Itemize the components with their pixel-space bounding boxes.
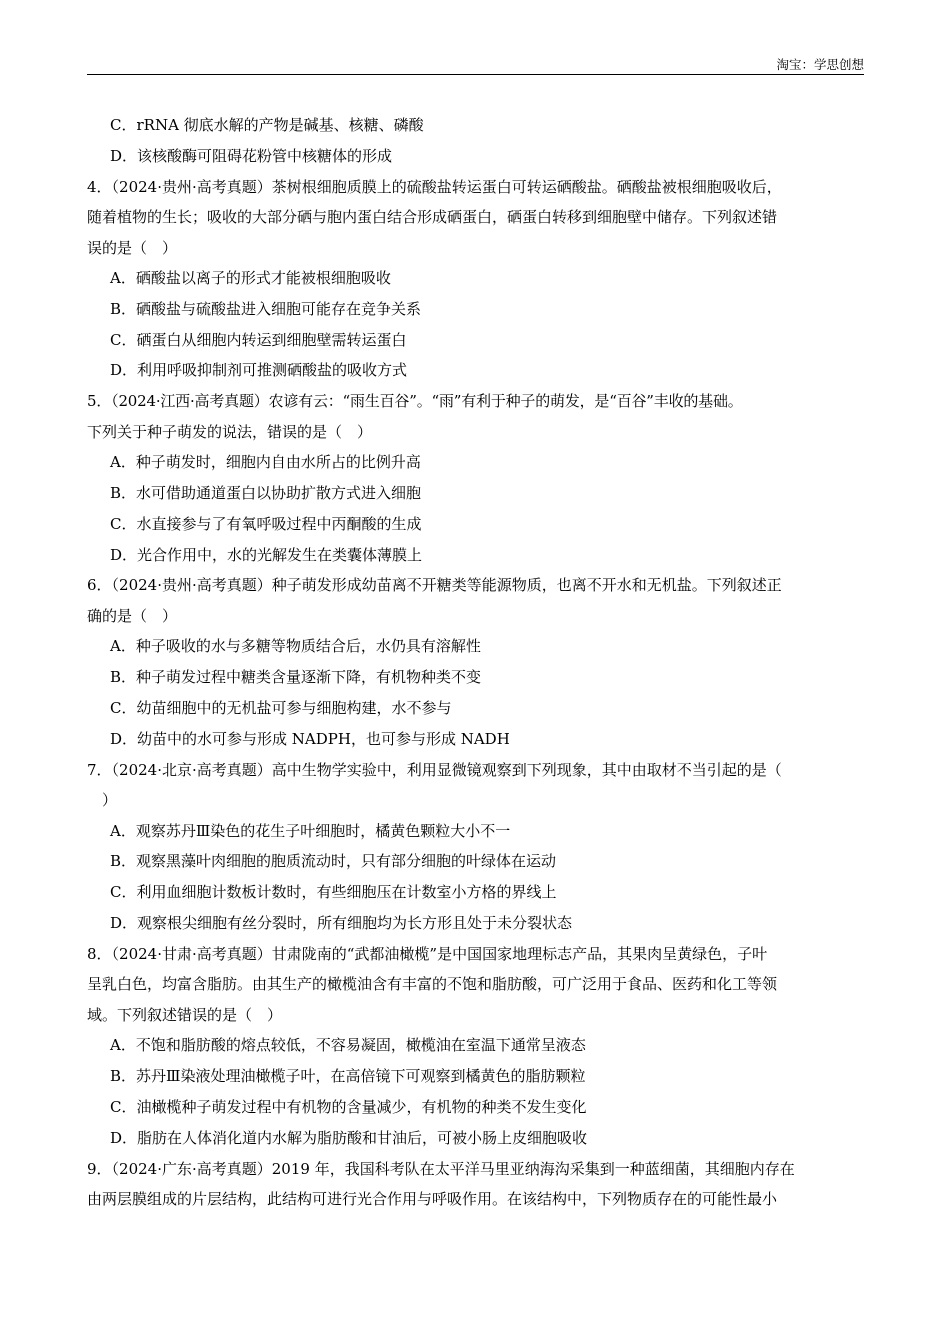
- question-5-line: 5．（2024·江西·高考真题）农谚有云：“雨生百谷”。“雨”有利于种子的萌发，是“百谷”丰收的基础。: [87, 392, 743, 411]
- option-7c: C．利用血细胞计数板计数时，有些细胞压在计数室小方格的界线上: [110, 883, 557, 902]
- option-6a: A．种子吸收的水与多糖等物质结合后，水仍具有溶解性: [110, 637, 481, 656]
- question-8-line: 呈乳白色，均富含脂肪。由其生产的橄榄油含有丰富的不饱和脂肪酸，可广泛用于食品、医药和化工等领: [87, 975, 778, 994]
- question-4-line: 误的是（ ）: [87, 238, 178, 257]
- option-4a: A．硒酸盐以离子的形式才能被根细胞吸收: [110, 269, 391, 288]
- option-4d: D．利用呼吸抑制剂可推测硒酸盐的吸收方式: [110, 361, 408, 380]
- q5-stem-post: 的是（ ）: [297, 422, 373, 441]
- question-8-line: 8．（2024·甘肃·高考真题）甘肃陇南的“武都油橄榄”是中国国家地理标志产品，其果肉呈黄绿色，子叶: [87, 944, 768, 963]
- emphasis-char: 错: [267, 422, 283, 441]
- option-7a: A．观察苏丹Ⅲ染色的花生子叶细胞时，橘黄色颗粒大小不一: [110, 821, 511, 840]
- option-3c: C．rRNA 彻底水解的产物是碱基、核糖、磷酸: [110, 116, 424, 134]
- document-body: [87, 110, 865, 1215]
- option-5a: A．种子萌发时，细胞内自由水所占的比例升高: [110, 453, 421, 472]
- option-8d: D．脂肪在人体消化道内水解为脂肪酸和甘油后，可被小肠上皮细胞吸收: [110, 1128, 588, 1147]
- option-6b: B．种子萌发过程中糖类含量逐渐下降，有机物种类不变: [110, 668, 482, 687]
- question-8-line: 域。下列叙述错误的是（ ）: [87, 1005, 283, 1024]
- option-3d: D．该核酸酶可阻碍花粉管中核糖体的形成: [110, 146, 393, 165]
- question-7-line: 7．（2024·北京·高考真题）高中生物学实验中，利用显微镜观察到下列现象，其中由取材不当引起的是（: [87, 760, 782, 779]
- question-9-line: 9．（2024·广东·高考真题）2019 年，我国科考队在太平洋马里亚纳海沟采集到一种蓝细菌，其细胞内存在: [87, 1159, 795, 1178]
- question-9-line: 由两层膜组成的片层结构，此结构可进行光合作用与呼吸作用。在该结构中，下列物质存在的可能性最小: [87, 1190, 778, 1209]
- option-6d: D．幼苗中的水可参与形成 NADPH，也可参与形成 NADH: [110, 729, 510, 748]
- question-4-line: 4．（2024·贵州·高考真题）茶树根细胞质膜上的硫酸盐转运蛋白可转运硒酸盐。硒酸盐被根细胞吸收后，: [87, 177, 782, 196]
- option-5b: B．水可借助通道蛋白以协助扩散方式进入细胞: [110, 484, 422, 503]
- question-4-line: 随着植物的生长；吸收的大部分硒与胞内蛋白结合形成硒蛋白，硒蛋白转移到细胞壁中储存。下列叙述错: [87, 208, 778, 227]
- option-8c: C．油橄榄种子萌发过程中有机物的含量减少，有机物的种类不发生变化: [110, 1097, 587, 1116]
- option-4b: B．硒酸盐与硫酸盐进入细胞可能存在竞争关系: [110, 299, 422, 318]
- option-7b: B．观察黑藻叶肉细胞的胞质流动时，只有部分细胞的叶绿体在运动: [110, 852, 557, 871]
- page-header: [87, 58, 864, 75]
- option-8b: B．苏丹Ⅲ染液处理油橄榄子叶，在高倍镜下可观察到橘黄色的脂肪颗粒: [110, 1067, 586, 1086]
- question-5-line: [87, 417, 865, 448]
- question-7-line: ）: [87, 791, 118, 810]
- option-8a: A．不饱和脂肪酸的熔点较低，不容易凝固，橄榄油在室温下通常呈液态: [110, 1036, 586, 1055]
- header-text: 淘宝：学思创想: [776, 57, 864, 72]
- emphasis-char: 误: [282, 422, 298, 441]
- option-4c: C．硒蛋白从细胞内转运到细胞壁需转运蛋白: [110, 330, 407, 349]
- q5-stem-pre: 下列关于种子萌发的说法，: [87, 422, 268, 441]
- question-6-line: 确的是（ ）: [87, 606, 178, 625]
- question-6-line: 6．（2024·贵州·高考真题）种子萌发形成幼苗离不开糖类等能源物质，也离不开水和无机盐。下列叙述正: [87, 576, 782, 595]
- option-5c: C．水直接参与了有氧呼吸过程中丙酮酸的生成: [110, 514, 422, 533]
- option-7d: D．观察根尖细胞有丝分裂时，所有细胞均为长方形且处于未分裂状态: [110, 914, 573, 933]
- option-5d: D．光合作用中，水的光解发生在类囊体薄膜上: [110, 545, 423, 564]
- option-6c: C．幼苗细胞中的无机盐可参与细胞构建，水不参与: [110, 699, 452, 718]
